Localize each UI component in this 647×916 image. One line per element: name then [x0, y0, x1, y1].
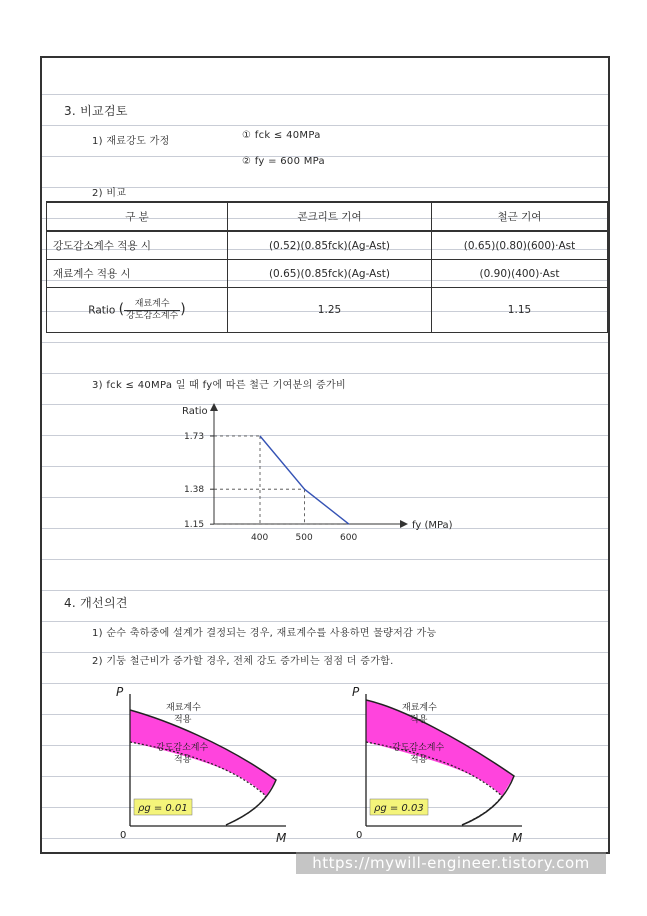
strength-gain-region	[130, 710, 276, 796]
ratio-steel: 1.15	[432, 288, 608, 333]
interaction-diagram-1	[116, 684, 296, 844]
upper-label-2: 적용	[410, 715, 428, 725]
ratio-series-line	[260, 436, 349, 524]
m-axis-label: M	[276, 831, 287, 844]
header-concrete: 콘크리트 기여	[228, 202, 432, 231]
p-axis-label: P	[116, 685, 124, 699]
improvement-item1: 1) 순수 축하중에 설계가 결정되는 경우, 재료계수를 사용하면 물량저감 가능	[92, 628, 437, 639]
lower-label-2: 적용	[410, 755, 428, 765]
x-tick-label: 500	[295, 533, 313, 543]
origin-label: 0	[356, 830, 363, 841]
ratio-concrete: 1.25	[228, 288, 432, 333]
x-tick-label: 600	[340, 533, 358, 543]
upper-label-1: 재료계수	[402, 703, 437, 713]
material-strength-assumption-label: 1) 재료강도 가정	[92, 136, 170, 147]
ratio-label-cell: Ratio ( $\frac{\text{재료계수}}{\text{강도감소계수}}$ )	[47, 288, 228, 333]
m-axis-label: M	[512, 831, 523, 844]
upper-label-1: 재료계수	[166, 703, 201, 713]
lower-label-1: 강도감소계수	[156, 743, 209, 753]
ratio-label: Ratio	[88, 304, 116, 316]
steel-cell: (0.65)(0.80)(600)·Ast	[432, 231, 608, 260]
y-axis-arrow	[210, 403, 218, 411]
interaction-diagram-2	[352, 684, 532, 844]
chart-x-label: fy (MPa)	[412, 520, 453, 531]
ratio-denominator: 강도감소계수	[126, 310, 179, 321]
y-tick-label: 1.38	[184, 485, 205, 496]
concrete-cell: (0.52)(0.85fck)(Ag-Ast)	[228, 231, 432, 260]
section3-heading: 3. 비교검토	[64, 104, 128, 118]
section4-heading: 4. 개선의견	[64, 596, 128, 610]
rho-label: ρg = 0.03	[374, 803, 424, 814]
assumption-fck: ① fck ≤ 40MPa	[242, 130, 321, 141]
improvement-item2: 2) 기둥 철근비가 증가할 경우, 전체 강도 증가비는 점점 더 증가함.	[92, 656, 394, 667]
header-category: 구 분	[47, 202, 228, 231]
comparison-label: 2) 비교	[92, 188, 127, 199]
y-tick-label: 1.73	[184, 432, 205, 442]
x-tick-label: 400	[251, 533, 269, 543]
chart-y-label: Ratio	[182, 406, 208, 417]
x-axis-arrow	[400, 520, 408, 528]
y-tick-label: 1.15	[184, 520, 205, 531]
chart-guides	[214, 436, 349, 524]
upper-label-2: 적용	[174, 715, 192, 725]
item3-label: 3) fck ≤ 40MPa 일 때 fy에 따른 철근 기여분의 증가비	[92, 380, 346, 391]
steel-cell: (0.90)(400)·Ast	[432, 260, 608, 288]
p-axis-label: P	[352, 685, 360, 699]
lined-paper	[40, 56, 610, 854]
concrete-cell: (0.65)(0.85fck)(Ag-Ast)	[228, 260, 432, 288]
lower-label-1: 강도감소계수	[392, 743, 445, 753]
lower-label-2: 적용	[174, 755, 192, 765]
row-label: 강도감소계수 적용 시	[47, 231, 228, 260]
header-steel: 철근 기여	[432, 202, 608, 231]
origin-label: 0	[120, 830, 127, 841]
rho-label: ρg = 0.01	[138, 803, 188, 814]
ratio-numerator: 재료계수	[124, 299, 180, 311]
row-label: 재료계수 적용 시	[47, 260, 228, 288]
watermark-url: https://mywill-engineer.tistory.com	[296, 852, 606, 874]
assumption-fy: ② fy = 600 MPa	[242, 156, 325, 167]
